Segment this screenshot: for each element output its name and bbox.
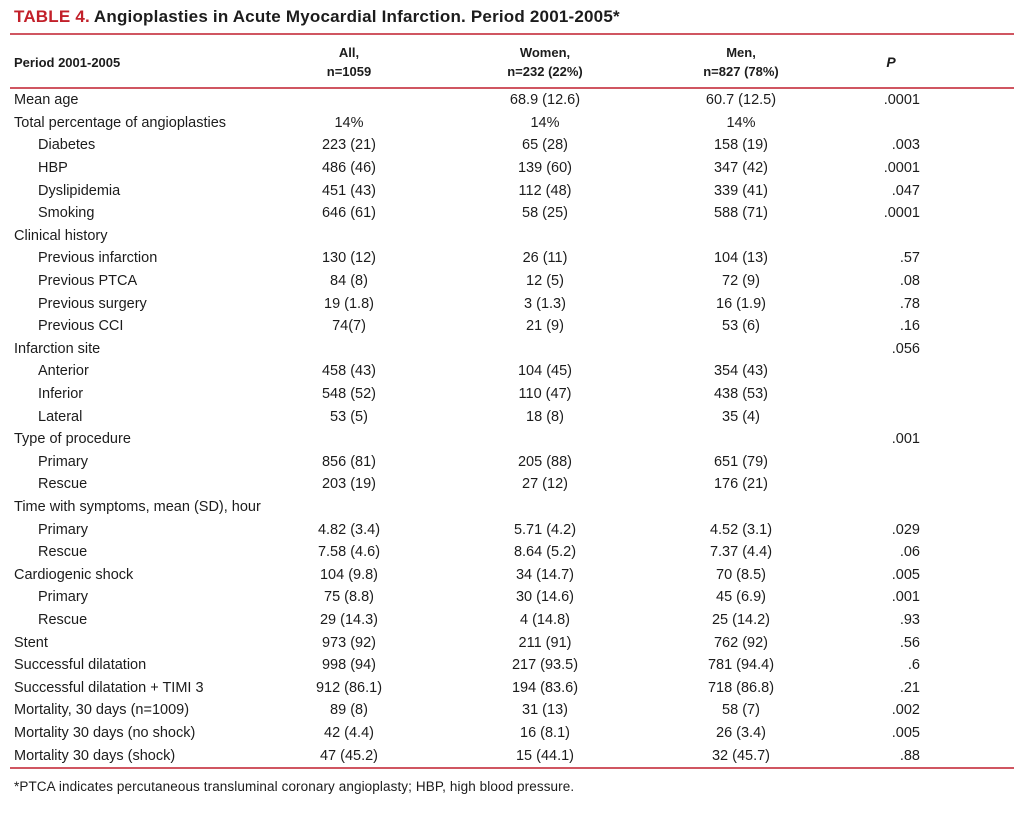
- table-row: [10, 744, 1014, 767]
- all-value: 19 (1.8): [324, 295, 374, 312]
- all-value: 451 (43): [321, 182, 376, 199]
- row-label: Rescue: [38, 544, 88, 561]
- table-row: [10, 428, 1014, 451]
- men-value: 781 (94.4): [707, 657, 775, 674]
- row-label: Clinical history: [14, 227, 108, 244]
- col-header-all-line2: n=1059: [326, 64, 372, 79]
- men-value: 588 (71): [713, 205, 768, 222]
- row-spacer: [986, 383, 1014, 406]
- row-label: Primary: [38, 453, 88, 470]
- women-value: 34 (14.7): [515, 566, 575, 583]
- women-value: 205 (88): [517, 453, 572, 470]
- table-row: [10, 225, 1014, 248]
- row-spacer: [986, 563, 1014, 586]
- all-value: 104 (9.8): [319, 566, 379, 583]
- men-value: 45 (6.9): [716, 589, 766, 606]
- all-value: 548 (52): [321, 386, 376, 403]
- all-value: 998 (94): [321, 657, 376, 674]
- all-value: [294, 496, 404, 519]
- row-label: Stent: [14, 634, 48, 651]
- table-body: [10, 89, 1014, 767]
- p-value: .005: [891, 724, 920, 741]
- table-row: [10, 202, 1014, 225]
- women-value: 4 (14.8): [520, 611, 570, 628]
- table-row: [10, 383, 1014, 406]
- p-value: .056: [891, 340, 920, 357]
- row-label: Previous CCI: [38, 318, 124, 335]
- row-spacer: [986, 451, 1014, 474]
- col-header-men: [686, 35, 796, 89]
- men-value: 58 (7): [722, 702, 760, 719]
- men-value: 651 (79): [713, 453, 768, 470]
- row-label: HBP: [38, 160, 68, 177]
- bottom-rule: [10, 767, 1014, 769]
- p-value: [796, 473, 986, 496]
- all-value: 130 (12): [321, 250, 376, 267]
- p-value: [796, 496, 986, 519]
- row-label: Lateral: [38, 408, 83, 425]
- row-label: Previous surgery: [38, 295, 147, 312]
- col-header-p: P: [886, 53, 896, 70]
- women-value: 18 (8): [526, 408, 564, 425]
- all-value: [294, 338, 404, 361]
- table-row: [10, 609, 1014, 632]
- p-value: .6: [907, 657, 920, 674]
- table-row: [10, 315, 1014, 338]
- men-value: 72 (9): [722, 273, 760, 290]
- col-header-men-line1: Men,: [726, 45, 756, 60]
- table-row: [10, 563, 1014, 586]
- row-spacer: [986, 654, 1014, 677]
- table-row: [10, 676, 1014, 699]
- table-row: [10, 89, 1014, 112]
- row-label: Smoking: [38, 205, 95, 222]
- men-value: 438 (53): [713, 386, 768, 403]
- table-row: [10, 134, 1014, 157]
- col-header-spacer: [986, 35, 1014, 89]
- p-value: [796, 112, 986, 135]
- row-spacer: [986, 360, 1014, 383]
- footnote: *PTCA indicates percutaneous transluminal coronary angioplasty; HBP, high blood pressure.: [14, 779, 575, 794]
- table-row: [10, 541, 1014, 564]
- col-header-period: Period 2001-2005: [14, 54, 121, 70]
- all-value: 89 (8): [330, 702, 368, 719]
- men-value: 7.37 (4.4): [709, 544, 773, 561]
- row-label: Successful dilatation + TIMI 3: [14, 679, 204, 696]
- row-label: Successful dilatation: [14, 657, 147, 674]
- table-row: [10, 699, 1014, 722]
- table-row: [10, 292, 1014, 315]
- all-value: [294, 89, 404, 112]
- women-value: 104 (45): [517, 363, 572, 380]
- header-row: [10, 35, 1014, 89]
- row-spacer: [986, 722, 1014, 745]
- row-spacer: [986, 473, 1014, 496]
- p-value: .029: [891, 521, 920, 538]
- women-value: 194 (83.6): [511, 679, 579, 696]
- table-caption: Angioplasties in Acute Myocardial Infarction. Period 2001-2005*: [93, 7, 620, 26]
- men-value: [686, 428, 796, 451]
- all-value: 973 (92): [321, 634, 376, 651]
- row-spacer: [986, 292, 1014, 315]
- row-label: Primary: [38, 589, 88, 606]
- p-value: .93: [899, 611, 920, 628]
- women-value: 139 (60): [517, 160, 572, 177]
- women-value: 8.64 (5.2): [513, 544, 577, 561]
- men-value: 339 (41): [713, 182, 768, 199]
- row-spacer: [986, 428, 1014, 451]
- p-value: .06: [899, 544, 920, 561]
- p-value: .16: [899, 318, 920, 335]
- men-value: 53 (6): [722, 318, 760, 335]
- all-value: 856 (81): [321, 453, 376, 470]
- row-spacer: [986, 405, 1014, 428]
- men-value: 70 (8.5): [716, 566, 766, 583]
- women-value: 58 (25): [522, 205, 568, 222]
- col-header-all-line1: All,: [338, 45, 360, 60]
- row-label: Anterior: [38, 363, 89, 380]
- row-spacer: [986, 744, 1014, 767]
- table-row: [10, 451, 1014, 474]
- row-spacer: [986, 518, 1014, 541]
- row-spacer: [986, 541, 1014, 564]
- women-value: 3 (1.3): [524, 295, 566, 312]
- col-header-men-line2: n=827 (78%): [703, 64, 779, 79]
- women-value: 27 (12): [522, 476, 568, 493]
- women-value: 217 (93.5): [511, 657, 579, 674]
- women-value: [404, 428, 686, 451]
- women-value: 5.71 (4.2): [513, 521, 577, 538]
- row-spacer: [986, 225, 1014, 248]
- row-label: Mortality, 30 days (n=1009): [14, 702, 190, 719]
- p-value: [796, 383, 986, 406]
- table-row: [10, 405, 1014, 428]
- men-value: [686, 225, 796, 248]
- all-value: 486 (46): [321, 160, 376, 177]
- p-value: .003: [891, 137, 920, 154]
- all-value: [294, 428, 404, 451]
- p-value: .88: [899, 747, 920, 764]
- p-value: .005: [891, 566, 920, 583]
- men-value: 26 (3.4): [716, 724, 766, 741]
- p-value: .047: [891, 182, 920, 199]
- row-label: Cardiogenic shock: [14, 566, 134, 583]
- table-row: [10, 270, 1014, 293]
- men-value: [686, 338, 796, 361]
- all-value: 4.82 (3.4): [317, 521, 381, 538]
- table-row: [10, 518, 1014, 541]
- all-value: 646 (61): [321, 205, 376, 222]
- men-value: 354 (43): [713, 363, 768, 380]
- row-label: Type of procedure: [14, 431, 131, 448]
- table-row: [10, 360, 1014, 383]
- men-value: [686, 496, 796, 519]
- women-value: 15 (44.1): [515, 747, 575, 764]
- table-title: [14, 7, 620, 27]
- row-spacer: [986, 496, 1014, 519]
- p-value: .08: [899, 273, 920, 290]
- p-value: .56: [899, 634, 920, 651]
- row-label: Dyslipidemia: [38, 182, 121, 199]
- all-value: 84 (8): [330, 273, 368, 290]
- women-value: 110 (47): [518, 386, 572, 403]
- row-spacer: [986, 247, 1014, 270]
- women-value: 12 (5): [526, 273, 564, 290]
- p-value: .001: [891, 431, 920, 448]
- p-value: [796, 451, 986, 474]
- row-spacer: [986, 134, 1014, 157]
- row-spacer: [986, 112, 1014, 135]
- row-spacer: [986, 338, 1014, 361]
- all-value: 74(7): [332, 318, 366, 335]
- row-label: Rescue: [38, 476, 88, 493]
- row-label: Primary: [38, 521, 88, 538]
- men-value: 25 (14.2): [711, 611, 771, 628]
- all-value: 47 (45.2): [319, 747, 379, 764]
- row-label: Total percentage of angioplasties: [14, 114, 227, 131]
- row-label: Mortality 30 days (shock): [14, 747, 176, 764]
- p-value: [796, 360, 986, 383]
- angioplasties-table: [10, 35, 1014, 767]
- women-value: 65 (28): [522, 137, 568, 154]
- all-value: 203 (19): [321, 476, 376, 493]
- women-value: 14%: [530, 114, 560, 131]
- men-value: 762 (92): [713, 634, 768, 651]
- table-row: [10, 722, 1014, 745]
- row-spacer: [986, 676, 1014, 699]
- women-value: 68.9 (12.6): [509, 92, 581, 109]
- men-value: 104 (13): [713, 250, 768, 267]
- col-header-women-line2: n=232 (22%): [507, 64, 583, 79]
- col-header-women: [404, 35, 686, 89]
- row-label: Infarction site: [14, 340, 101, 357]
- all-value: 42 (4.4): [324, 724, 374, 741]
- row-label: Mortality 30 days (no shock): [14, 724, 196, 741]
- all-value: 14%: [334, 114, 364, 131]
- row-label: Inferior: [38, 386, 84, 403]
- women-value: 26 (11): [522, 250, 568, 267]
- p-value: .0001: [883, 160, 920, 177]
- row-label: Mean age: [14, 92, 79, 109]
- row-spacer: [986, 157, 1014, 180]
- table-row: [10, 631, 1014, 654]
- row-label: Rescue: [38, 611, 88, 628]
- men-value: 16 (1.9): [716, 295, 766, 312]
- row-spacer: [986, 89, 1014, 112]
- men-value: 32 (45.7): [711, 747, 771, 764]
- row-spacer: [986, 699, 1014, 722]
- row-label: Previous PTCA: [38, 273, 138, 290]
- table-row: [10, 496, 1014, 519]
- header-separator-rule: [10, 87, 1014, 89]
- women-value: 112 (48): [518, 182, 572, 199]
- row-spacer: [986, 202, 1014, 225]
- p-value: .001: [891, 589, 920, 606]
- row-spacer: [986, 586, 1014, 609]
- women-value: [404, 496, 686, 519]
- women-value: 31 (13): [522, 702, 568, 719]
- table-row: [10, 157, 1014, 180]
- row-label: Time with symptoms, mean (SD), hour: [14, 498, 261, 515]
- row-spacer: [986, 631, 1014, 654]
- all-value: 458 (43): [321, 363, 376, 380]
- p-value: [796, 225, 986, 248]
- p-value: .21: [899, 679, 920, 696]
- table-row: [10, 247, 1014, 270]
- table-row: [10, 654, 1014, 677]
- table-row: [10, 586, 1014, 609]
- col-header-all: [294, 35, 404, 89]
- all-value: 7.58 (4.6): [317, 544, 381, 561]
- men-value: 176 (21): [713, 476, 768, 493]
- p-value: .0001: [883, 205, 920, 222]
- p-value: .78: [899, 295, 920, 312]
- all-value: 29 (14.3): [319, 611, 379, 628]
- row-spacer: [986, 315, 1014, 338]
- p-value: [796, 405, 986, 428]
- men-value: 60.7 (12.5): [705, 92, 777, 109]
- women-value: 211 (91): [518, 634, 572, 651]
- row-spacer: [986, 179, 1014, 202]
- women-value: 16 (8.1): [520, 724, 570, 741]
- women-value: [404, 225, 686, 248]
- all-value: 223 (21): [321, 137, 376, 154]
- col-header-women-line1: Women,: [519, 45, 571, 60]
- table-row: [10, 473, 1014, 496]
- women-value: [404, 338, 686, 361]
- p-value: .0001: [883, 92, 920, 109]
- men-value: 14%: [726, 114, 756, 131]
- row-spacer: [986, 609, 1014, 632]
- women-value: 30 (14.6): [515, 589, 575, 606]
- row-spacer: [986, 270, 1014, 293]
- men-value: 35 (4): [722, 408, 760, 425]
- row-label: Previous infarction: [38, 250, 158, 267]
- table-number: TABLE 4.: [14, 7, 90, 26]
- p-value: .002: [891, 702, 920, 719]
- table-row: [10, 112, 1014, 135]
- row-label: Diabetes: [38, 137, 96, 154]
- p-value: .57: [899, 250, 920, 267]
- men-value: 158 (19): [713, 137, 768, 154]
- all-value: 75 (8.8): [324, 589, 374, 606]
- all-value: 53 (5): [330, 408, 368, 425]
- men-value: 718 (86.8): [707, 679, 775, 696]
- all-value: [294, 225, 404, 248]
- all-value: 912 (86.1): [315, 679, 383, 696]
- table-row: [10, 338, 1014, 361]
- table-row: [10, 179, 1014, 202]
- men-value: 347 (42): [713, 160, 768, 177]
- women-value: 21 (9): [526, 318, 564, 335]
- men-value: 4.52 (3.1): [709, 521, 773, 538]
